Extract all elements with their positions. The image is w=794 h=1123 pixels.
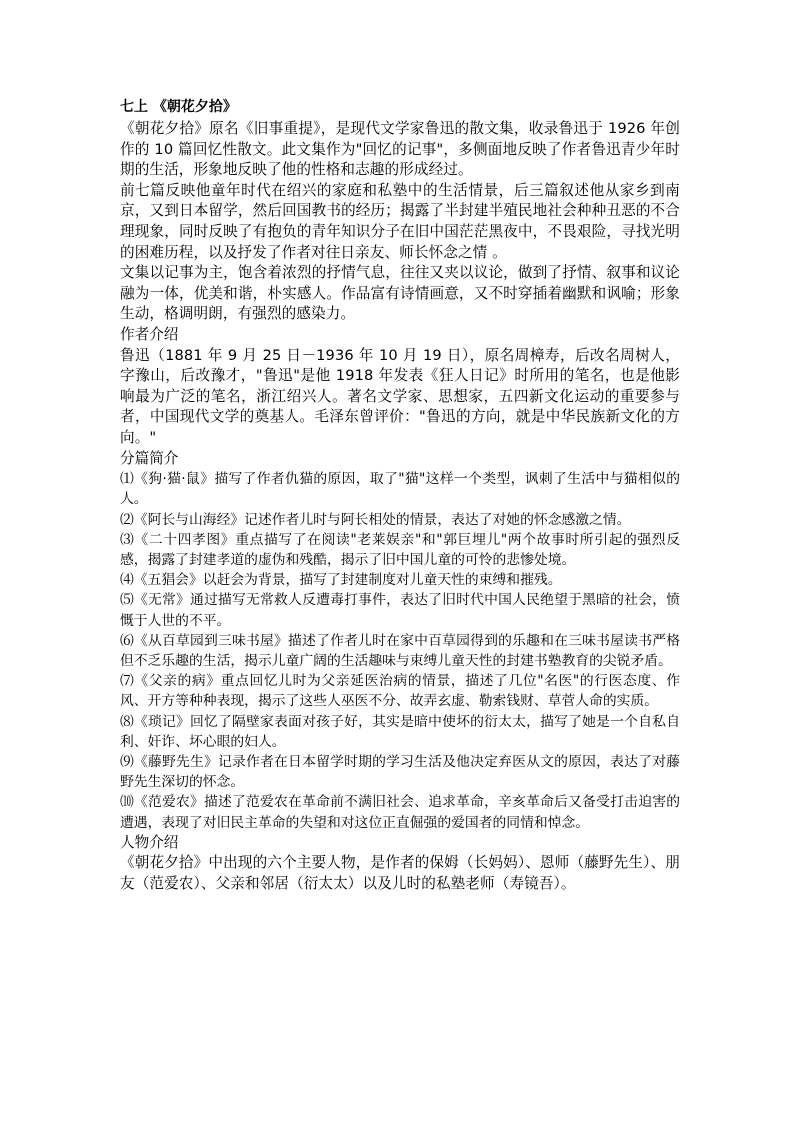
chapter-item-1: ⑴《狗·猫·鼠》描写了作者仇猫的原因，取了"猫"这样一个类型，讽刺了生活中与猫相似的人。 [120,471,680,508]
intro-paragraph-1: 《朝花夕拾》原名《旧事重提》，是现代文学家鲁迅的散文集，收录鲁迅于 1926 年创作的 10 篇回忆性散文。此文集作为"回忆的记事"，多侧面地反映了作者鲁迅青少年时期的生活，形象地反映了他的性格和志趣的形成经过。 [120,120,680,179]
characters-paragraph: 《朝花夕拾》中出现的六个主要人物，是作者的保姆（长妈妈）、恩师（藤野先生）、朋友（范爱农）、父亲和邻居（衍太太）以及儿时的私塾老师（寿镜吾）。 [120,854,680,892]
chapter-item-4: ⑷《五猖会》以赶会为背景，描写了封建制度对儿童天性的束缚和摧残。 [120,572,562,589]
author-heading: 作者介绍 [120,325,179,343]
chapter-item-10: ⑽《范爱农》描述了范爱农在革命前不满旧社会、追求革命，辛亥革命后又备受打击迫害的遭遇，表现了对旧民主革命的失望和对这位正直倔强的爱国者的同情和悼念。 [120,794,680,831]
chapter-item-2: ⑵《阿长与山海经》记述作者儿时与阿长相处的情景，表达了对她的怀念感激之情。 [120,511,631,528]
chapters-heading: 分篇简介 [120,449,179,467]
chapter-item-3: ⑶《二十四孝图》重点描写了在阅读"老莱娱亲"和"郭巨埋儿"两个故事时所引起的强烈反感，揭露了封建孝道的虚伪和残酷，揭示了旧中国儿童的可怜的悲惨处境。 [120,531,680,568]
chapter-item-8: ⑻《琐记》回忆了隔壁家表面对孩子好，其实是暗中使坏的衍太太，描写了她是一个自私自利、奸诈、坏心眼的妇人。 [120,713,680,750]
characters-heading: 人物介绍 [120,833,179,851]
intro-paragraph-3: 文集以记事为主，饱含着浓烈的抒情气息，往往又夹以议论，做到了抒情、叙事和议论融为一体，优美和谐，朴实感人。作品富有诗情画意，又不时穿插着幽默和讽喻；形象生动，格调明朗，有强烈的感染力。 [120,264,680,323]
chapter-item-5: ⑸《无常》通过描写无常救人反遭毒打事件，表达了旧时代中国人民绝望于黑暗的社会，愤慨于人世的不平。 [120,592,680,629]
chapter-item-9: ⑼《藤野先生》记录作者在日本留学时期的学习生活及他决定弃医从文的原因，表达了对藤野先生深切的怀念。 [120,753,680,791]
author-paragraph: 鲁迅（1881 年 9 月 25 日－1936 年 10 月 19 日），原名周樟寿，后改名周树人，字豫山，后改豫才，"鲁迅"是他 1918 年发表《狂人日记》时所用的笔名，也是他影响最为广泛的笔名，浙江绍兴人。著名文学家、思想家，五四新文化运动的重要参与者，中国现代文学的奠基人。毛泽东曾评价："鲁迅的方向，就是中华民族新文化的方向。" [120,346,680,446]
chapter-item-6: ⑹《从百草园到三味书屋》描述了作者儿时在家中百草园得到的乐趣和在三味书屋读书严格但不乏乐趣的生活，揭示儿童广阔的生活趣味与束缚儿童天性的封建书塾教育的尖锐矛盾。 [120,632,680,669]
intro-paragraph-2: 前七篇反映他童年时代在绍兴的家庭和私塾中的生活情景，后三篇叙述他从家乡到南京，又到日本留学，然后回国教书的经历；揭露了半封建半殖民地社会种种丑恶的不合理现象，同时反映了有抱负的青年知识分子在旧中国茫茫黑夜中，不畏艰险，寻找光明的困难历程，以及抒发了作者对往日亲友、师长怀念之情 。 [120,181,680,261]
document-title: 七上 《朝花夕拾》 [120,99,237,115]
document-page [120,97,680,895]
chapter-item-7: ⑺《父亲的病》重点回忆儿时为父亲延医治病的情景，描述了几位"名医"的行医态度、作风、开方等种种表现，揭示了这些人巫医不分、故弄玄虚、勒索钱财、草菅人命的实质。 [120,673,680,710]
